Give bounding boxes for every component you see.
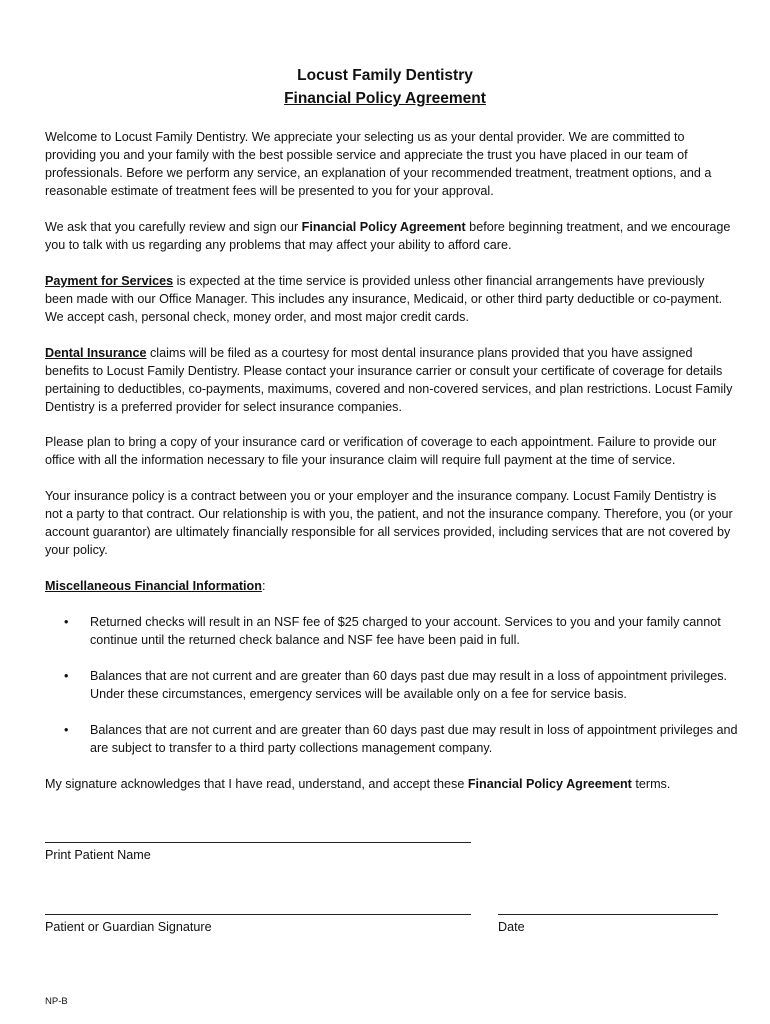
misc-heading: Miscellaneous Financial Information xyxy=(45,579,262,593)
insurance-contract-paragraph: Your insurance policy is a contract between you or your employer and the insurance company. Locust Family Dentistry is not a party to that contract. Our relationship is with you, the patient, and not the insurance company. Therefore, you (or your account guarantor) are ultimately financially responsible for all services provided, including services that are not covered by your policy. xyxy=(45,489,733,557)
payment-heading: Payment for Services xyxy=(45,274,174,288)
payment-paragraph xyxy=(45,272,735,326)
document-title: Financial Policy Agreement xyxy=(284,90,486,107)
bullet-icon: • xyxy=(64,669,69,683)
insurance-text: claims will be filed as a courtesy for most dental insurance plans provided that you have assigned benefits to Locust Family Dentistry. Please contact your insurance carrier or consult your certificate of coverage for details pertaining to deductibles, co-payments, maximums, covered and non-covered services, and plan restrictions. Locust Family Dentistry is a preferred provider for select insurance companies. xyxy=(45,346,733,414)
acknowledgement-text-end: terms. xyxy=(631,777,671,791)
date-label: Date xyxy=(498,920,525,934)
signature-label: Patient or Guardian Signature xyxy=(45,920,212,934)
acknowledgement-text-start: My signature acknowledges that I have read, understand, and accept these xyxy=(45,777,468,791)
date-line[interactable] xyxy=(498,914,718,915)
acknowledgement-agreement-name: Financial Policy Agreement xyxy=(467,777,632,791)
signature-line[interactable] xyxy=(45,914,471,915)
intro-paragraph: Welcome to Locust Family Dentistry. We appreciate your selecting us as your dental provider. We are committed to providing you and your family with the best possible service and appreciate the trust you have placed in our team of professionals. Before we perform any service, an explanation of your recommended treatment, treatment options, and a reasonable estimate of treatment fees will be presented to you for your approval. xyxy=(45,130,712,198)
review-agreement-name: Financial Policy Agreement xyxy=(301,220,466,234)
insurance-paragraph xyxy=(45,344,735,416)
practice-name: Locust Family Dentistry xyxy=(297,67,473,84)
insurance-card-paragraph: Please plan to bring a copy of your insurance card or verification of coverage to each appointment. Failure to provide our office with all the information necessary to file your insurance claim will require full payment at the time of service. xyxy=(45,435,717,467)
form-code: NP-B xyxy=(45,996,68,1007)
review-paragraph xyxy=(45,218,735,254)
print-name-line[interactable] xyxy=(45,842,471,843)
misc-heading-line xyxy=(45,577,735,595)
bullet-text: Balances that are not current and are greater than 60 days past due may result in a loss of appointment privileges. Under these circumstances, emergency services will be available only on a fee for service basis. xyxy=(90,669,728,701)
insurance-heading: Dental Insurance xyxy=(45,346,147,360)
review-text-start: We ask that you carefully review and sign our xyxy=(45,220,302,234)
bullet-text: Returned checks will result in an NSF fee of $25 charged to your account. Services to you and your family cannot continue until the returned check balance and NSF fee have been paid in full. xyxy=(90,615,721,647)
acknowledgement-paragraph xyxy=(45,775,735,793)
bullet-text: Balances that are not current and are greater than 60 days past due may result in loss of appointment privileges and are subject to transfer to a third party collections management company. xyxy=(90,723,738,755)
print-name-label: Print Patient Name xyxy=(45,848,151,862)
misc-heading-colon: : xyxy=(261,579,266,593)
bullet-icon: • xyxy=(64,615,69,629)
review-text-end: before beginning treatment, and we encourage you to talk with us regarding any problems that may affect your ability to afford care. xyxy=(45,220,731,252)
bullet-icon: • xyxy=(64,723,69,737)
payment-text: is expected at the time service is provided unless other financial arrangements have previously been made with our Office Manager. This includes any insurance, Medicaid, or other third party deductible or co-payment. We accept cash, personal check, money order, and most major credit cards. xyxy=(45,274,723,324)
